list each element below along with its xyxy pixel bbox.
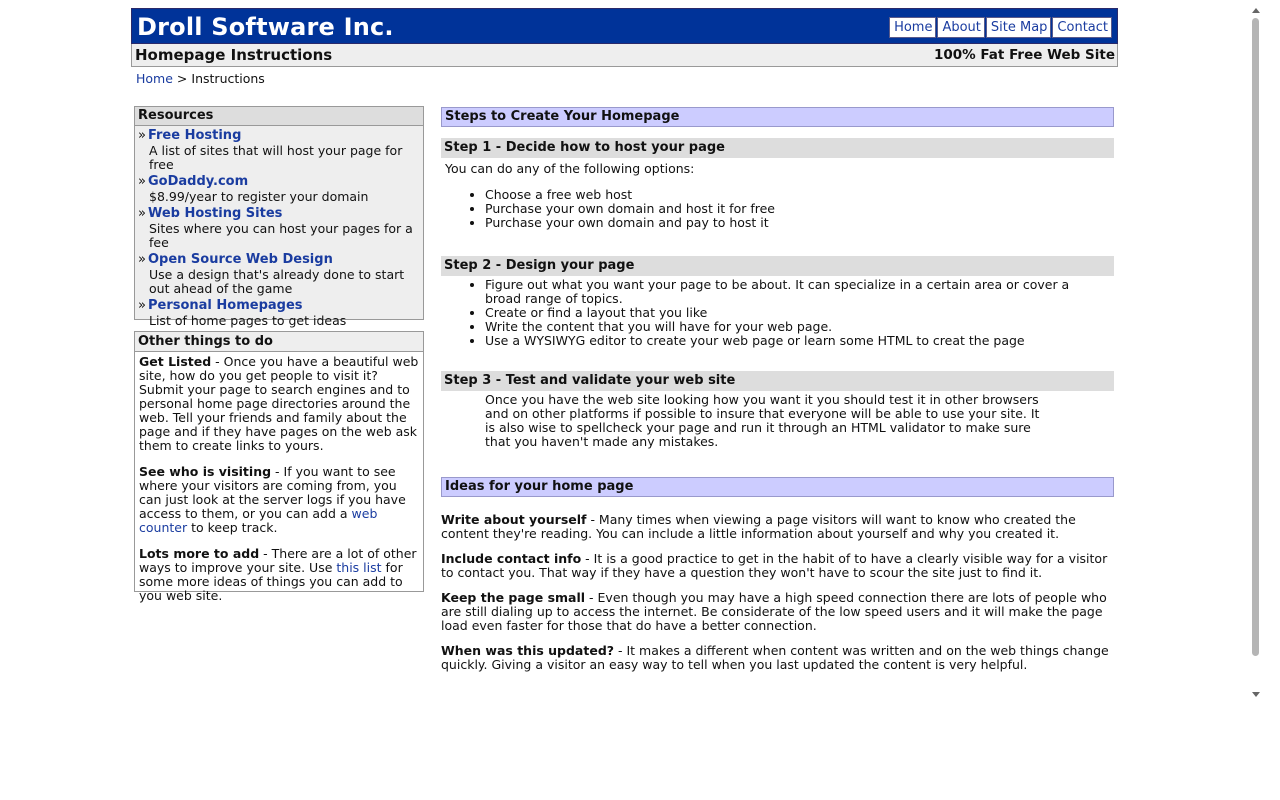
visiting-title: See who is visiting	[139, 464, 272, 479]
bullet-icon: »	[138, 298, 146, 313]
idea-title: When was this updated?	[441, 643, 615, 658]
step2-list	[441, 278, 1114, 348]
resources-list	[135, 126, 423, 328]
list-item	[138, 206, 420, 250]
this-list-link[interactable]: this list	[336, 560, 382, 575]
idea-text: - Even though you may have a high speed connection there are lots of people who are still dialing up to access the internet. Be considerate of the low speed users and it will make the page load even faster for those that do have a better connection.	[441, 590, 1107, 633]
godaddy-link[interactable]: GoDaddy.com	[147, 174, 249, 189]
resources-title: Resources	[135, 107, 423, 126]
step1-list	[441, 188, 1114, 230]
scroll-up-icon[interactable]	[1252, 8, 1260, 13]
list-item: • Choose a free web host	[485, 188, 1114, 202]
idea-title: Write about yourself	[441, 512, 587, 527]
list-item: • Purchase your own domain and pay to host it	[485, 216, 1114, 230]
top-nav	[888, 17, 1112, 38]
resources-panel	[134, 106, 424, 328]
web-counter-link[interactable]: web counter	[139, 506, 378, 535]
nav-contact-link[interactable]: Contact	[1052, 17, 1112, 38]
list-item: • Write the content that you will have for your web page.	[485, 320, 1106, 334]
resource-description: A list of sites that will host your page for free	[149, 143, 403, 172]
get-listed-paragraph	[139, 355, 419, 453]
scrollbar-thumb[interactable]	[1252, 18, 1259, 656]
step2-heading: Step 2 - Design your page	[441, 256, 1114, 276]
list-item	[138, 252, 420, 296]
step3-heading: Step 3 - Test and validate your web site	[441, 371, 1114, 391]
step3-text: Once you have the web site looking how you want it you should test it in other browsers and on other platforms if possible to insure that everyone will be able to use your site. It is also wise to spellcheck your page and run it through an HTML validator to make sure that you haven't made any mistakes.	[485, 392, 1040, 449]
visiting-paragraph	[139, 465, 419, 535]
idea-paragraph	[441, 552, 1114, 580]
list-item	[138, 298, 420, 328]
resource-description: Use a design that's already done to start out ahead of the game	[149, 267, 405, 296]
bullet-icon: »	[138, 252, 146, 267]
scroll-down-icon[interactable]	[1252, 692, 1260, 697]
sub-banner	[131, 44, 1118, 67]
visiting-text: - If you want to see where your visitors are coming from, you can just look at the server logs if you have access to them, or you can add a	[139, 464, 406, 521]
other-things-panel	[134, 331, 424, 603]
list-item: • Create or find a layout that you like	[485, 306, 1106, 320]
list-item	[138, 174, 420, 204]
open-source-web-design-link[interactable]: Open Source Web Design	[147, 252, 333, 267]
idea-text: - It makes a different when content was written and on the web things change quickly. Giving a visitor an easy way to tell when you last updated the content is very helpful.	[441, 643, 1109, 672]
breadcrumb-current: Instructions	[191, 71, 265, 86]
idea-text: - Many times when viewing a page visitors will want to know who created the content they're reading. You can include a little information about yourself and why you created it.	[441, 512, 1076, 541]
idea-paragraph	[441, 644, 1114, 672]
lots-more-text-end: for some more ideas of things you can add to you web site.	[139, 560, 403, 603]
idea-paragraph	[441, 591, 1114, 633]
bullet-icon: »	[138, 128, 146, 143]
list-item: • Use a WYSIWYG editor to create your web page or learn some HTML to creat the page	[485, 334, 1106, 348]
resource-description: Sites where you can host your pages for a fee	[149, 221, 413, 250]
site-title: Droll Software Inc.	[137, 13, 394, 41]
lots-more-text: - There are a lot of other ways to improve your site. Use	[139, 546, 417, 575]
step1-heading: Step 1 - Decide how to host your page	[441, 138, 1114, 158]
web-hosting-sites-link[interactable]: Web Hosting Sites	[147, 206, 283, 221]
main-content	[441, 107, 1114, 683]
visiting-text-end: to keep track.	[187, 520, 278, 535]
nav-sitemap-link[interactable]: Site Map	[986, 17, 1052, 38]
breadcrumb-separator: >	[176, 71, 188, 86]
bullet-icon: »	[138, 206, 146, 221]
step1-intro: You can do any of the following options:	[445, 161, 695, 176]
steps-heading: Steps to Create Your Homepage	[441, 107, 1114, 127]
other-things-title: Other things to do	[135, 332, 423, 352]
idea-title: Include contact info	[441, 551, 582, 566]
nav-about-link[interactable]: About	[937, 17, 984, 38]
idea-text: - It is a good practice to get in the habit of to have a clearly visible way for a visitor to contact you. That way if they have a question they won't have to scour the site just to find it.	[441, 551, 1108, 580]
idea-paragraph	[441, 513, 1114, 541]
get-listed-title: Get Listed	[139, 354, 212, 369]
lots-more-paragraph	[139, 547, 419, 603]
list-item: • Purchase your own domain and host it for free	[485, 202, 1114, 216]
page-title: Homepage Instructions	[135, 46, 333, 64]
list-item	[138, 128, 420, 172]
personal-homepages-link[interactable]: Personal Homepages	[147, 298, 303, 313]
resource-description: List of home pages to get ideas	[149, 313, 347, 328]
tagline: 100% Fat Free Web Site	[933, 47, 1115, 63]
vertical-scrollbar[interactable]	[1250, 8, 1262, 700]
breadcrumb-home-link[interactable]: Home	[136, 71, 173, 86]
get-listed-text: - Once you have a beautiful web site, how do you get people to visit it? Submit your page to search engines and to personal home page directories around the web. Tell your friends and family about the page and if they have pages on the web ask them to create links to yours.	[139, 354, 419, 453]
page-header	[131, 8, 1118, 67]
lots-more-title: Lots more to add	[139, 546, 260, 561]
top-banner	[131, 8, 1118, 44]
free-hosting-link[interactable]: Free Hosting	[147, 128, 242, 143]
idea-title: Keep the page small	[441, 590, 586, 605]
bullet-icon: »	[138, 174, 146, 189]
resource-description: $8.99/year to register your domain	[149, 189, 369, 204]
nav-home-link[interactable]: Home	[889, 17, 936, 38]
breadcrumb	[136, 71, 265, 86]
list-item: • Figure out what you want your page to be about. It can specialize in a certain area or cover a broad range of topics.	[485, 278, 1106, 306]
ideas-heading: Ideas for your home page	[441, 477, 1114, 497]
